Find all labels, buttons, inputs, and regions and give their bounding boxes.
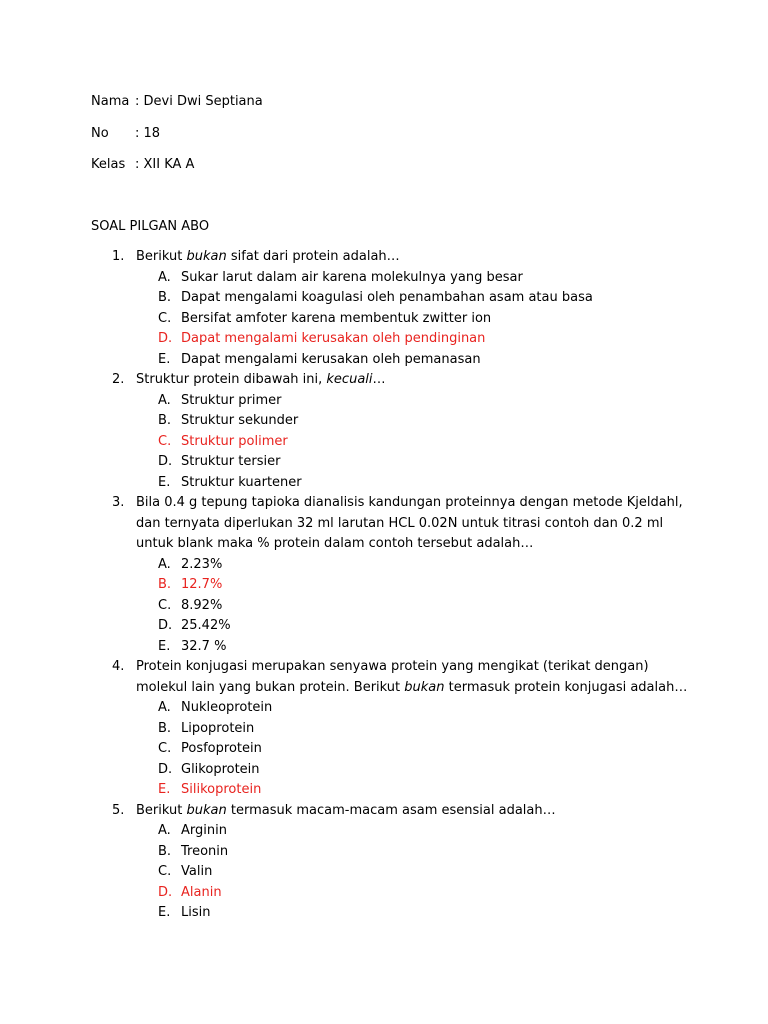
answer-option bbox=[0, 903, 768, 924]
option-text: Glikoprotein bbox=[181, 761, 260, 777]
question-text bbox=[136, 493, 696, 555]
question-1 bbox=[0, 247, 768, 370]
option-letter: C. bbox=[158, 433, 172, 449]
answer-option bbox=[0, 821, 768, 842]
option-text: 12.7% bbox=[181, 577, 223, 592]
question-text bbox=[136, 370, 696, 391]
option-text: Struktur primer bbox=[181, 392, 282, 408]
question-text-emphasis: bukan bbox=[186, 802, 227, 818]
option-text: Bersifat amfoter karena membentuk zwitter ion bbox=[181, 310, 492, 326]
option-text: Dapat mengalami koagulasi oleh penambahan asam atau basa bbox=[181, 290, 593, 305]
answer-option bbox=[0, 719, 768, 740]
question-text-segment: Berikut bbox=[136, 802, 187, 818]
answer-option bbox=[0, 739, 768, 760]
option-text: 32.7 % bbox=[181, 638, 227, 654]
answer-option bbox=[0, 862, 768, 883]
question-number: 4. bbox=[112, 659, 125, 674]
question-text bbox=[136, 801, 696, 822]
question-number: 3. bbox=[112, 495, 125, 510]
option-text: Alanin bbox=[181, 884, 222, 900]
option-text: Struktur polimer bbox=[181, 433, 288, 449]
answer-option bbox=[0, 288, 768, 309]
question-number: 5. bbox=[112, 802, 125, 818]
answer-option bbox=[0, 842, 768, 863]
answer-option-correct bbox=[0, 575, 768, 596]
answer-option bbox=[0, 760, 768, 781]
option-text: Sukar larut dalam air karena molekulnya yang besar bbox=[181, 269, 523, 285]
option-letter: C. bbox=[158, 864, 172, 879]
kelas-row bbox=[91, 155, 194, 175]
option-letter: B. bbox=[158, 843, 172, 859]
answer-option bbox=[0, 473, 768, 494]
no-label: No bbox=[91, 126, 109, 141]
no-value: : 18 bbox=[135, 126, 161, 141]
option-letter: D. bbox=[158, 618, 173, 633]
option-letter: D. bbox=[158, 454, 173, 469]
option-letter: A. bbox=[158, 392, 171, 408]
option-text: Silikoprotein bbox=[181, 782, 262, 797]
option-text: Arginin bbox=[181, 823, 227, 838]
answer-option-correct bbox=[0, 780, 768, 801]
question-2 bbox=[0, 370, 768, 493]
answer-option bbox=[0, 268, 768, 289]
answer-option bbox=[0, 637, 768, 658]
option-letter: D. bbox=[158, 331, 173, 346]
option-letter: D. bbox=[158, 884, 173, 900]
question-text-segment: Bila 0.4 g tepung tapioka dianalisis kandungan proteinnya dengan metode Kjeldahl, dan ternyata diperlukan 32 ml larutan HCL 0.02N untuk titrasi contoh dan 0.2 ml untuk blank maka % protein dalam contoh tersebut adalah… bbox=[136, 495, 683, 551]
option-text: Struktur tersier bbox=[181, 454, 281, 469]
option-letter: E. bbox=[158, 351, 171, 367]
option-letter: B. bbox=[158, 413, 172, 428]
option-letter: A. bbox=[158, 556, 171, 572]
answer-option-correct bbox=[0, 883, 768, 904]
question-text bbox=[136, 247, 696, 268]
question-3 bbox=[0, 493, 768, 657]
option-text: Struktur kuartener bbox=[181, 474, 302, 490]
option-letter: A. bbox=[158, 823, 171, 838]
question-text-segment: … bbox=[372, 372, 386, 387]
question-text-segment: Struktur protein dibawah ini, bbox=[136, 372, 327, 387]
option-letter: D. bbox=[158, 761, 173, 777]
question-text-segment: Protein konjugasi merupakan senyawa protein yang mengikat (terikat dengan) molekul lain yang bukan protein. Berikut bbox=[136, 659, 649, 695]
no-row bbox=[91, 124, 160, 144]
answer-option bbox=[0, 411, 768, 432]
soal-title: SOAL PILGAN ABO bbox=[91, 219, 210, 234]
option-text: 2.23% bbox=[181, 556, 223, 572]
option-text: Lisin bbox=[181, 905, 211, 920]
answer-option bbox=[0, 596, 768, 617]
question-5 bbox=[0, 801, 768, 924]
kelas-value: : XII KA A bbox=[135, 157, 195, 172]
kelas-label: Kelas bbox=[91, 157, 126, 172]
nama-label: Nama bbox=[91, 94, 130, 109]
option-text: Treonin bbox=[181, 843, 229, 859]
answer-option bbox=[0, 452, 768, 473]
answer-option bbox=[0, 391, 768, 412]
option-letter: A. bbox=[158, 269, 171, 285]
question-text-segment: termasuk macam-macam asam esensial adalah… bbox=[226, 802, 556, 818]
answer-option bbox=[0, 616, 768, 637]
question-text bbox=[136, 657, 696, 698]
question-number: 2. bbox=[112, 372, 125, 387]
nama-value: : Devi Dwi Septiana bbox=[135, 94, 263, 109]
option-text: 25.42% bbox=[181, 618, 231, 633]
question-text-segment: termasuk protein konjugasi adalah… bbox=[444, 679, 688, 695]
question-text-segment: Berikut bbox=[136, 249, 187, 264]
option-letter: B. bbox=[158, 720, 172, 736]
nama-row bbox=[91, 92, 263, 112]
question-text-emphasis: kecuali bbox=[326, 372, 373, 387]
option-text: Lipoprotein bbox=[181, 720, 255, 736]
option-text: Dapat mengalami kerusakan oleh pemanasan bbox=[181, 351, 481, 367]
option-letter: C. bbox=[158, 310, 172, 326]
answer-option bbox=[0, 350, 768, 371]
option-letter: A. bbox=[158, 700, 171, 715]
option-text: 8.92% bbox=[181, 597, 223, 613]
question-text-emphasis: bukan bbox=[186, 249, 227, 264]
question-list bbox=[0, 247, 768, 924]
option-text: Posfoprotein bbox=[181, 741, 262, 756]
question-text-emphasis: bukan bbox=[404, 679, 445, 695]
answer-option bbox=[0, 309, 768, 330]
answer-option bbox=[0, 698, 768, 719]
option-letter: E. bbox=[158, 474, 171, 490]
question-text-segment: sifat dari protein adalah… bbox=[226, 249, 400, 264]
option-text: Struktur sekunder bbox=[181, 413, 299, 428]
option-letter: C. bbox=[158, 597, 172, 613]
option-text: Nukleoprotein bbox=[181, 700, 273, 715]
option-text: Valin bbox=[181, 864, 213, 879]
question-number: 1. bbox=[112, 249, 125, 264]
option-letter: E. bbox=[158, 782, 171, 797]
option-letter: E. bbox=[158, 905, 171, 920]
option-text: Dapat mengalami kerusakan oleh pendinginan bbox=[181, 331, 486, 346]
option-letter: E. bbox=[158, 638, 171, 654]
question-4 bbox=[0, 657, 768, 801]
option-letter: C. bbox=[158, 741, 172, 756]
answer-option-correct bbox=[0, 432, 768, 453]
option-letter: B. bbox=[158, 577, 172, 592]
answer-option bbox=[0, 555, 768, 576]
option-letter: B. bbox=[158, 290, 172, 305]
answer-option-correct bbox=[0, 329, 768, 350]
